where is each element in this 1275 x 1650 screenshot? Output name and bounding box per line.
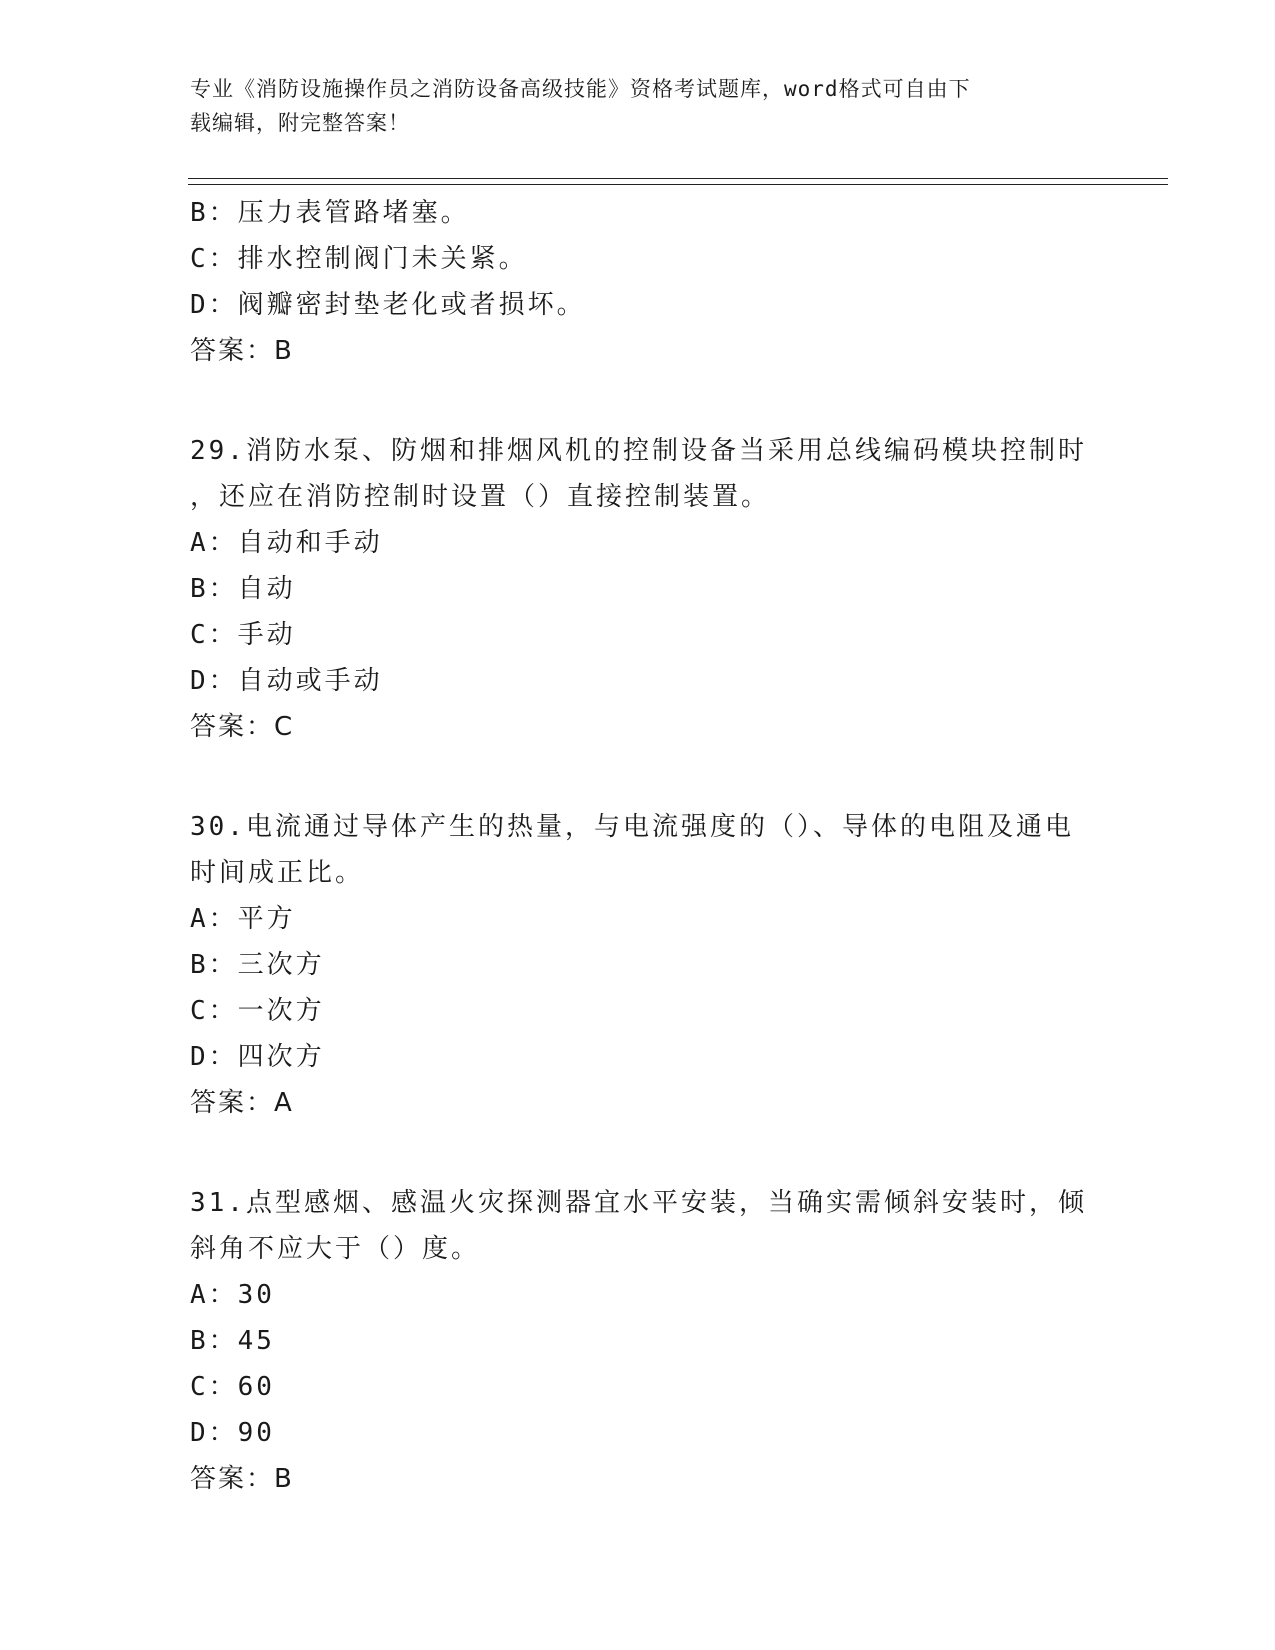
document-header [190, 72, 1070, 140]
answer-line: 答案：B [190, 1464, 294, 1494]
answer-line: 答案：C [190, 712, 295, 742]
question-text-line-1: 31.点型感烟、感温火灾探测器宜水平安装，当确实需倾斜安装时，倾 [190, 1188, 1087, 1218]
option-c: C：手动 [190, 620, 296, 650]
question-text-line-1: 29.消防水泵、防烟和排烟风机的控制设备当采用总线编码模块控制时 [190, 436, 1087, 466]
question-31 [190, 1180, 1090, 1502]
header-line-2: 载编辑，附完整答案！ [190, 111, 410, 135]
option-c: C：排水控制阀门未关紧。 [190, 244, 528, 274]
question-29 [190, 428, 1090, 750]
header-rule-bottom [188, 184, 1168, 185]
option-b: B：压力表管路堵塞。 [190, 198, 470, 228]
question-text-line-1: 30.电流通过导体产生的热量，与电流强度的（）、导体的电阻及通电 [190, 812, 1074, 842]
question-text-line-2: 斜角不应大于（）度。 [190, 1234, 481, 1264]
answer-line: 答案：A [190, 1088, 294, 1118]
question-text-line-2: 时间成正比。 [190, 858, 365, 888]
header-line-1: 专业《消防设施操作员之消防设备高级技能》资格考试题库，word格式可自由下 [190, 77, 971, 101]
option-d: D：阀瓣密封垫老化或者损坏。 [190, 290, 586, 320]
option-d: D：90 [190, 1418, 275, 1448]
question-text-line-2: ，还应在消防控制时设置（）直接控制装置。 [190, 482, 771, 512]
option-d: D：四次方 [190, 1042, 325, 1072]
answer-line: 答案：B [190, 336, 294, 366]
option-a: A：平方 [190, 904, 296, 934]
question-fragment [190, 190, 1090, 374]
option-b: B：自动 [190, 574, 296, 604]
header-rule-top [188, 178, 1168, 179]
option-b: B：45 [190, 1326, 275, 1356]
option-c: C：一次方 [190, 996, 325, 1026]
question-content [190, 190, 1090, 1502]
option-b: B：三次方 [190, 950, 325, 980]
option-c: C：60 [190, 1372, 275, 1402]
option-a: A：30 [190, 1280, 275, 1310]
question-30 [190, 804, 1090, 1126]
option-a: A：自动和手动 [190, 528, 383, 558]
option-d: D：自动或手动 [190, 666, 383, 696]
